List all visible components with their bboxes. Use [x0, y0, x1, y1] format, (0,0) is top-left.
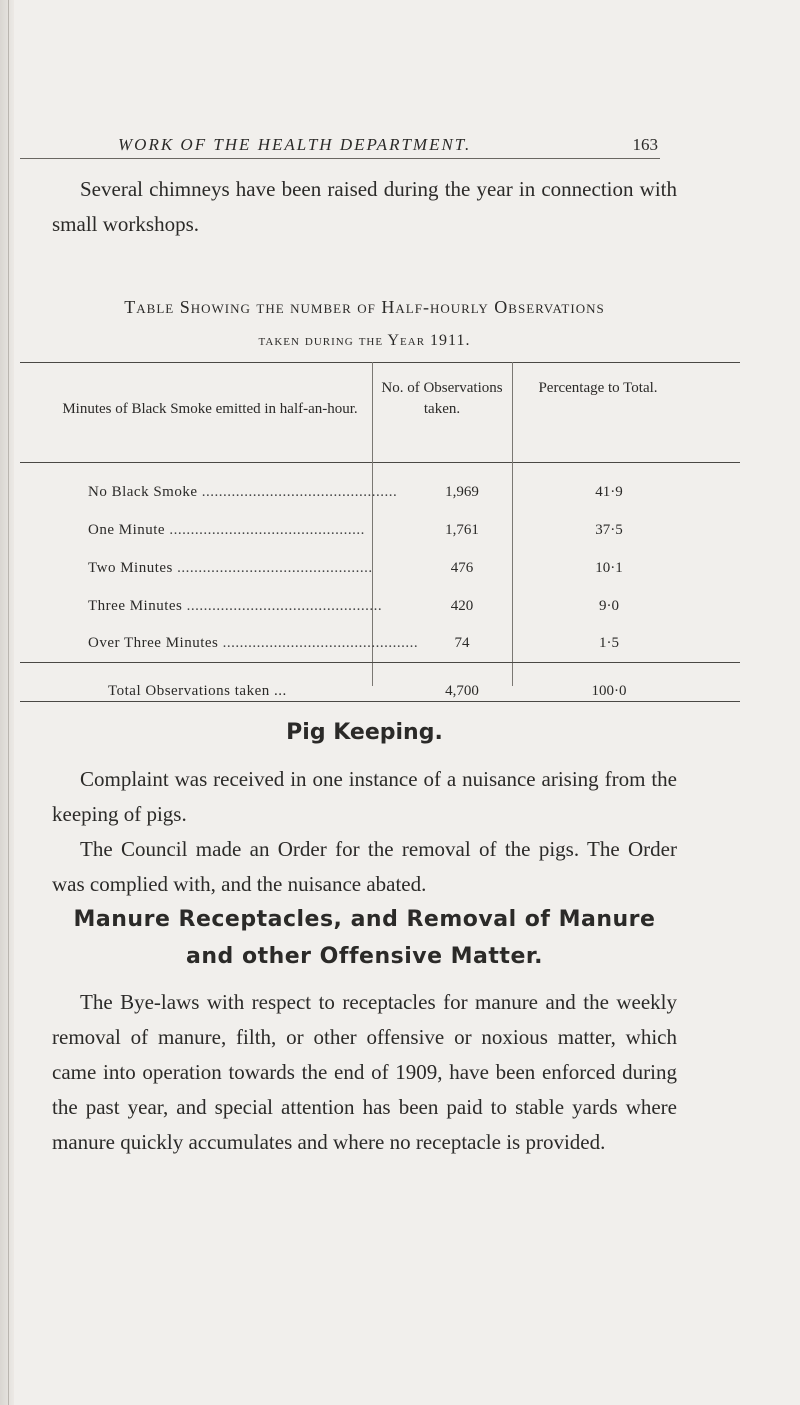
row-percentage: 37·5: [595, 522, 623, 538]
row-percentage: 41·9: [595, 484, 623, 500]
row-count: 420: [450, 598, 474, 614]
manure-heading-line1: Manure Receptacles, and Removal of Manure: [73, 907, 656, 932]
header-percentage: Percentage to Total.: [538, 380, 658, 396]
row-count: 476: [450, 560, 474, 576]
smoke-observations-table: [20, 362, 740, 687]
table-row: [20, 598, 740, 628]
table-row: [20, 560, 740, 590]
total-count: 4,700: [445, 683, 479, 699]
row-label: One Minute ..............................................: [88, 522, 365, 538]
table-total-row: [20, 683, 740, 713]
row-label: Over Three Minutes ..............................................: [88, 635, 419, 651]
pig-keeping-paragraph-2: The Council made an Order for the removal of the pigs. The Order was complied with, and the nuisance abated.: [52, 837, 677, 896]
header-observations: No. of Observations taken.: [381, 380, 503, 417]
row-label: Three Minutes ..............................................: [88, 598, 383, 614]
row-count: 1,969: [445, 484, 479, 500]
manure-paragraph: The Bye-laws with respect to receptacles for manure and the weekly removal of manure, filth, or other offensive or noxious matter, which came into operation towards the end of 1909, have been enforced during the past year, and special attention has been paid to stable yards where manure quickly accumulates and where no receptacle is provided.: [52, 990, 677, 1154]
header-rule: [20, 158, 660, 159]
header-rule: [20, 462, 740, 463]
intro-paragraph: Several chimneys have been raised during the year in connection with small workshops.: [52, 177, 677, 236]
running-title: WORK OF THE HEALTH DEPARTMENT.: [118, 135, 472, 154]
table-row: [20, 484, 740, 514]
binding-line: [8, 0, 9, 1405]
table-caption-line2: taken during the Year 1911.: [258, 332, 471, 349]
table-top-rule: [20, 362, 740, 363]
header-minutes: Minutes of Black Smoke emitted in half-an-hour.: [62, 401, 358, 417]
row-count: 74: [454, 635, 470, 651]
manure-heading-line2: and other Offensive Matter.: [186, 944, 543, 969]
row-percentage: 9·0: [599, 598, 619, 614]
page-binding-edge: [0, 0, 14, 1405]
row-label: Two Minutes ..............................................: [88, 560, 373, 576]
pig-keeping-paragraph-1: Complaint was received in one instance of a nuisance arising from the keeping of pigs.: [52, 767, 677, 826]
table-caption-line1: Table Showing the number of Half-hourly Observations: [124, 297, 605, 317]
pig-keeping-heading: Pig Keeping.: [286, 720, 443, 745]
total-label: Total Observations taken ...: [108, 683, 287, 699]
running-header: [118, 135, 658, 159]
page-number: 163: [632, 135, 658, 154]
table-row: [20, 635, 740, 665]
table-bottom-rule: [20, 701, 740, 702]
total-rule: [20, 662, 740, 663]
table-row: [20, 522, 740, 552]
row-label: No Black Smoke ..............................................: [88, 484, 398, 500]
row-percentage: 10·1: [595, 560, 623, 576]
column-divider: [512, 362, 513, 462]
column-divider: [372, 362, 373, 462]
row-count: 1,761: [445, 522, 479, 538]
total-percentage: 100·0: [591, 683, 627, 699]
row-percentage: 1·5: [599, 635, 619, 651]
